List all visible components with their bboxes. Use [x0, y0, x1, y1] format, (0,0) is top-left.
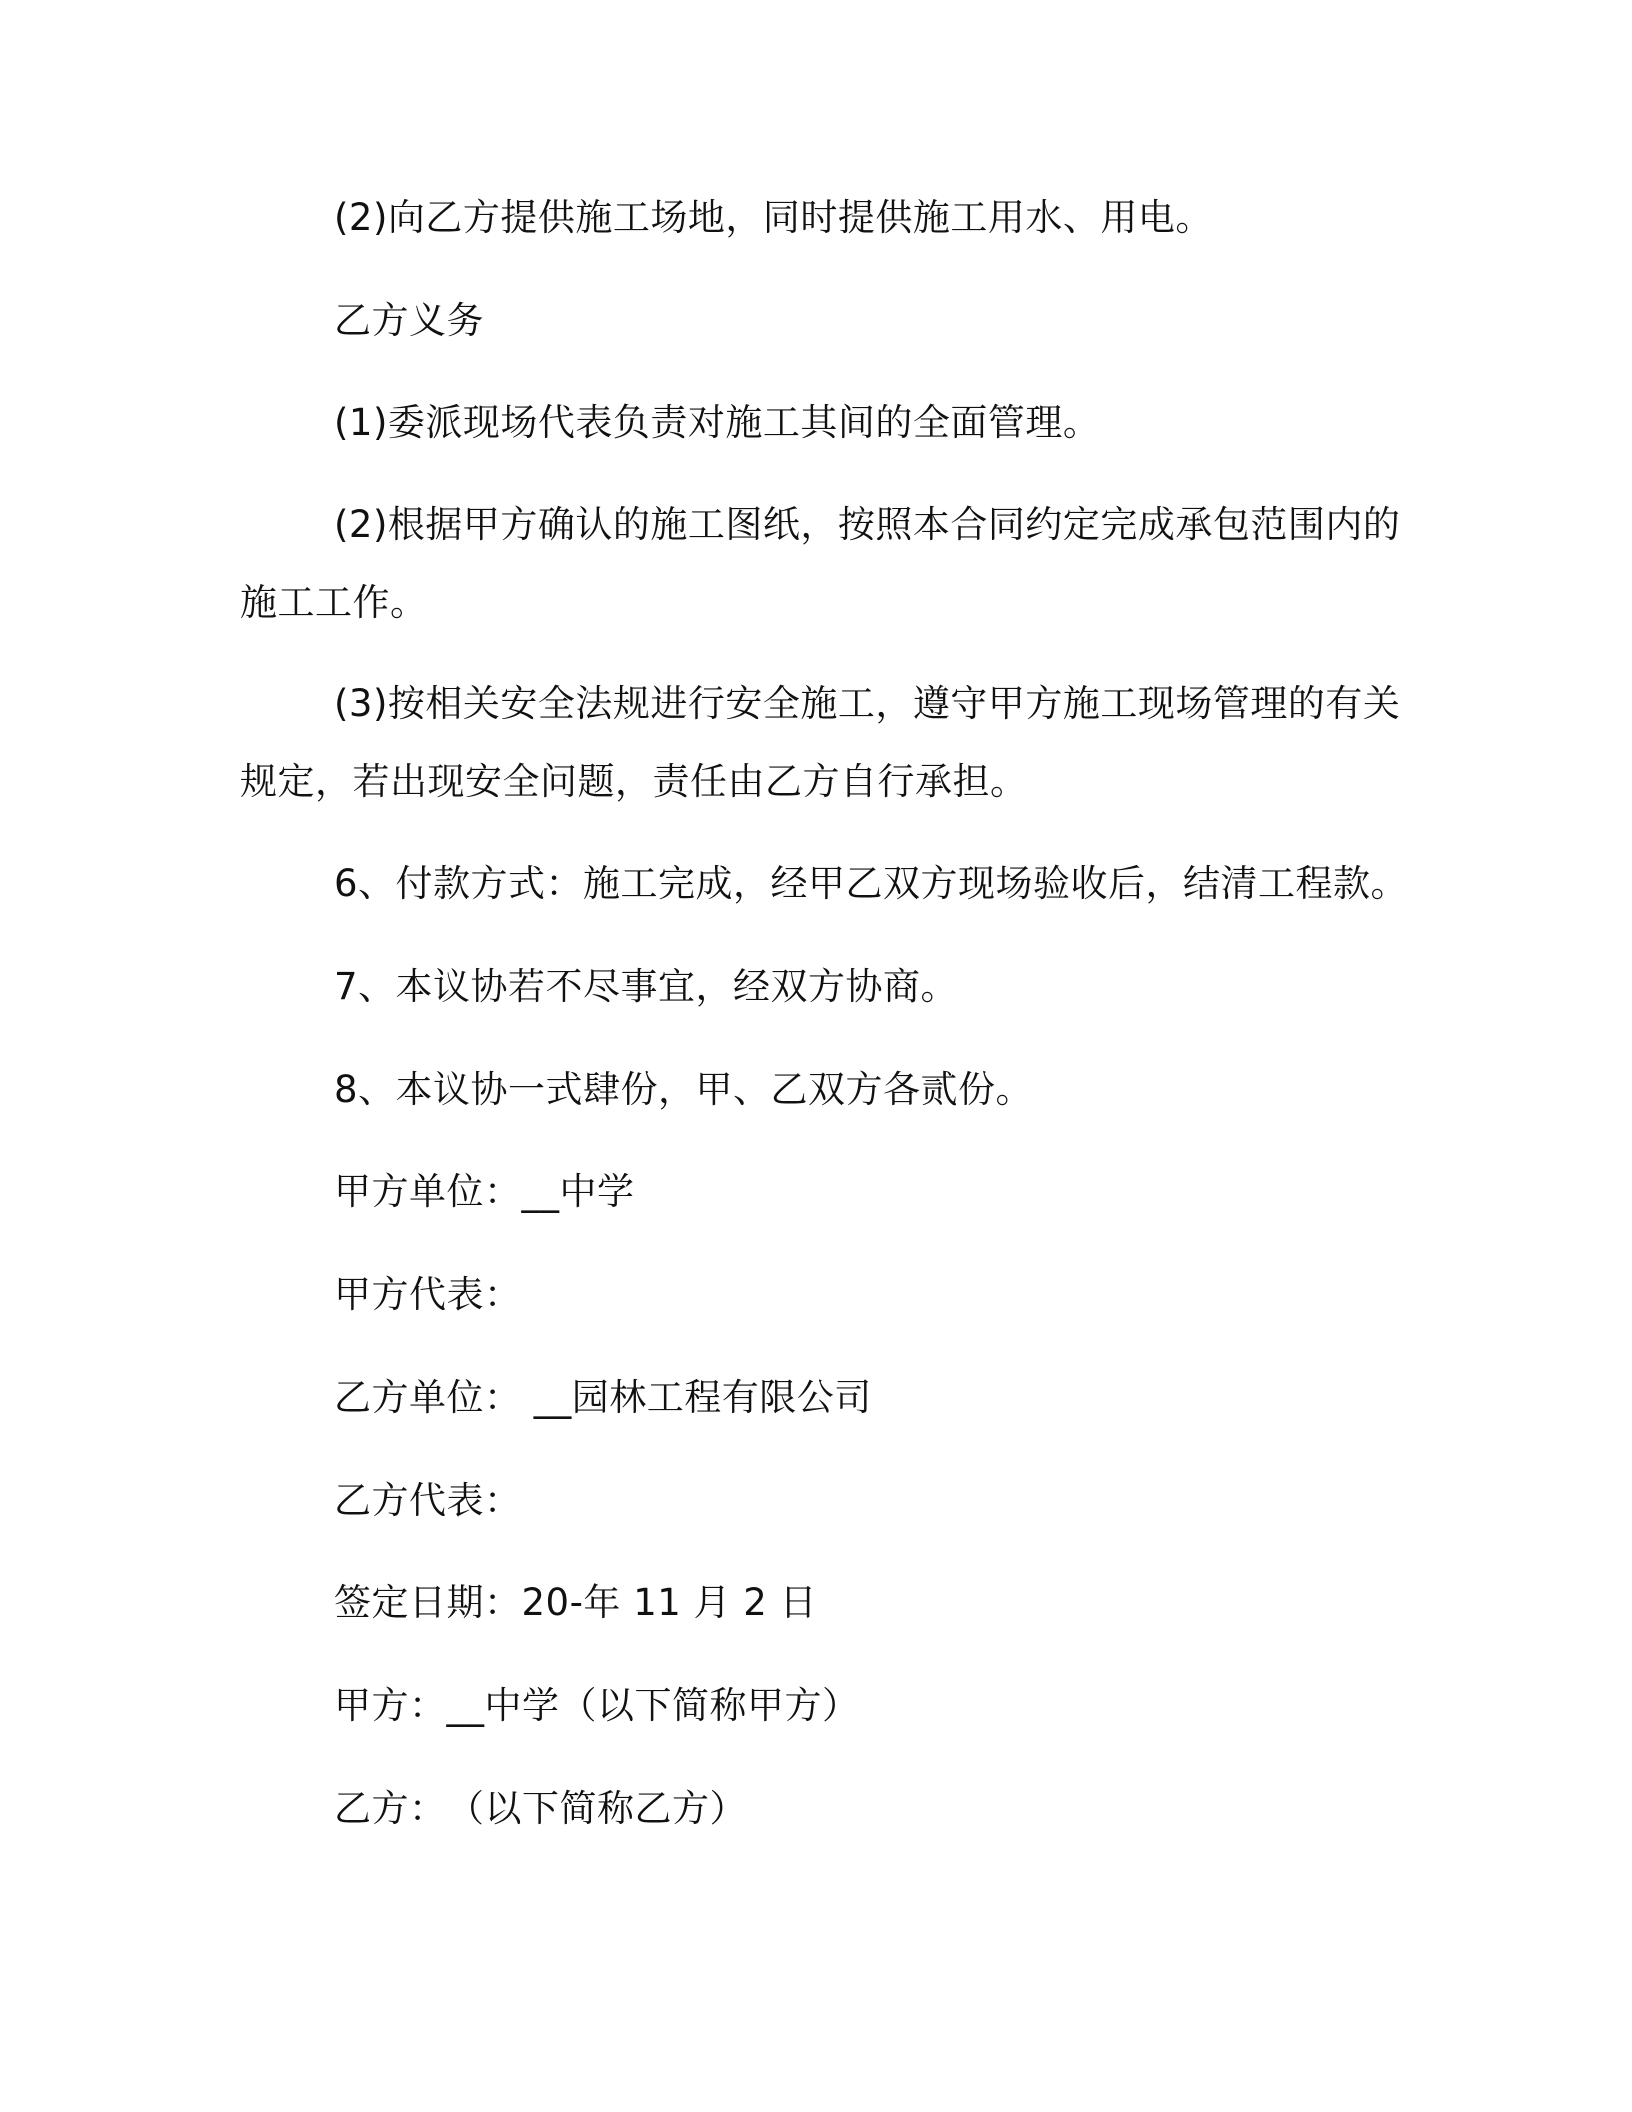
- party-b-unit: 乙方单位： __园林工程有限公司: [334, 1376, 872, 1419]
- party-b-obligations-heading: 乙方义务: [334, 299, 484, 342]
- obligation-party-a-item-2: (2)向乙方提供施工场地，同时提供施工用水、用电。: [334, 196, 1213, 239]
- party-b-heading: 乙方： （以下简称乙方）: [334, 1787, 747, 1830]
- clause-8-copies: 8、本议协一式肆份，甲、乙双方各贰份。: [334, 1068, 1034, 1111]
- clause-7-matters: 7、本议协若不尽事宜，经双方协商。: [334, 965, 959, 1008]
- party-a-heading: 甲方：__中学（以下简称甲方）: [334, 1684, 860, 1727]
- party-b-obligation-item-3: (3)按相关安全法规进行安全施工，遵守甲方施工现场管理的有关: [334, 682, 1401, 725]
- party-b-representative: 乙方代表：: [334, 1479, 522, 1522]
- party-b-obligation-item-2-continued: 施工工作。: [240, 581, 428, 624]
- party-a-representative: 甲方代表：: [334, 1273, 522, 1316]
- signing-date: 签定日期：20-年 11 月 2 日: [334, 1581, 818, 1624]
- party-b-obligation-item-3-continued: 规定，若出现安全问题，责任由乙方自行承担。: [240, 760, 1028, 803]
- clause-6-payment: 6、付款方式：施工完成，经甲乙双方现场验收后，结清工程款。: [334, 862, 1409, 905]
- party-a-unit: 甲方单位：__中学: [334, 1170, 635, 1213]
- party-b-obligation-item-1: (1)委派现场代表负责对施工其间的全面管理。: [334, 401, 1101, 444]
- party-b-obligation-item-2: (2)根据甲方确认的施工图纸，按照本合同约定完成承包范围内的: [334, 503, 1401, 546]
